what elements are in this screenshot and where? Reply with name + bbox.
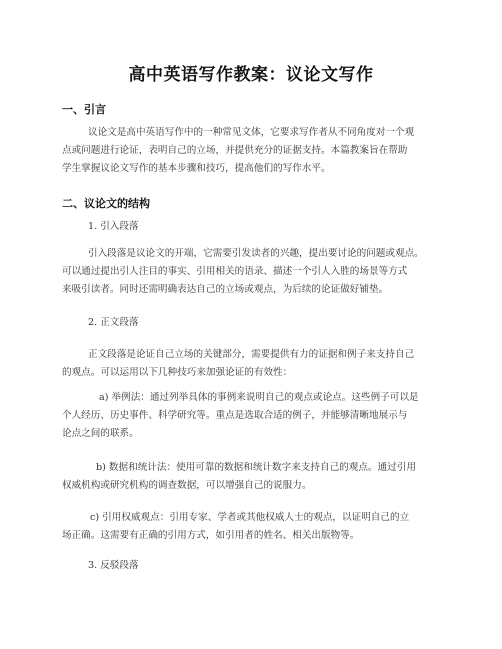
subheading-intro-paragraph: 1. 引入段落	[88, 221, 139, 232]
subheading-body-paragraph: 2. 正文段落	[88, 317, 139, 328]
paragraph-line: 正文段落是论证自己立场的关键部分，需要提供有力的证据和例子来支持自己	[88, 349, 415, 360]
paragraph-line: 引入段落是议论文的开端，它需要引发读者的兴趣，提出要讨论的问题或观点。	[88, 248, 424, 259]
paragraph-line: 点或问题进行论证，表明自己的立场，并提供充分的证据支持。本篇教案旨在帮助	[62, 145, 408, 156]
list-item-line: c) 引用权威观点：引用专家、学者或其他权威人士的观点，以证明自己的立	[90, 512, 410, 523]
list-item-line: a) 举例法：通过列举具体的事例来说明自己的观点或论点。这些例子可以是	[99, 392, 419, 403]
list-item-line: b) 数据和统计法：使用可靠的数据和统计数字来支持自己的观点。通过引用	[96, 462, 416, 473]
paragraph-line: 来吸引读者。同时还需明确表达自己的立场或观点，为后续的论证做好铺垫。	[62, 284, 389, 295]
paragraph-line: 学生掌握议论文写作的基本步骤和技巧，提高他们的写作水平。	[62, 163, 331, 174]
paragraph-line: 议论文是高中英语写作中的一种常见文体，它要求写作者从不同角度对一个观	[88, 127, 415, 138]
list-item-line: 个人经历、历史事件、科学研究等。重点是选取合适的例子，并能够清晰地展示与	[62, 410, 408, 421]
subheading-rebuttal-paragraph: 3. 反驳段落	[88, 560, 139, 571]
section-heading-structure: 二、议论文的结构	[62, 197, 150, 210]
paragraph-line: 可以通过提出引人注目的事实、引用相关的语录、描述一个引人入胜的场景等方式	[62, 266, 408, 277]
paragraph-line: 的观点。可以运用以下几种技巧来加强论证的有效性：	[62, 367, 293, 378]
list-item-line: 论点之间的联系。	[62, 428, 139, 439]
list-item-line: 场正确。这需要有正确的引用方式，如引用者的姓名、相关出版物等。	[62, 530, 360, 541]
document-title: 高中英语写作教案：议论文写作	[128, 65, 374, 85]
section-heading-introduction: 一、引言	[62, 103, 106, 116]
list-item-line: 权威机构或研究机构的调查数据，可以增强自己的说服力。	[62, 480, 312, 491]
